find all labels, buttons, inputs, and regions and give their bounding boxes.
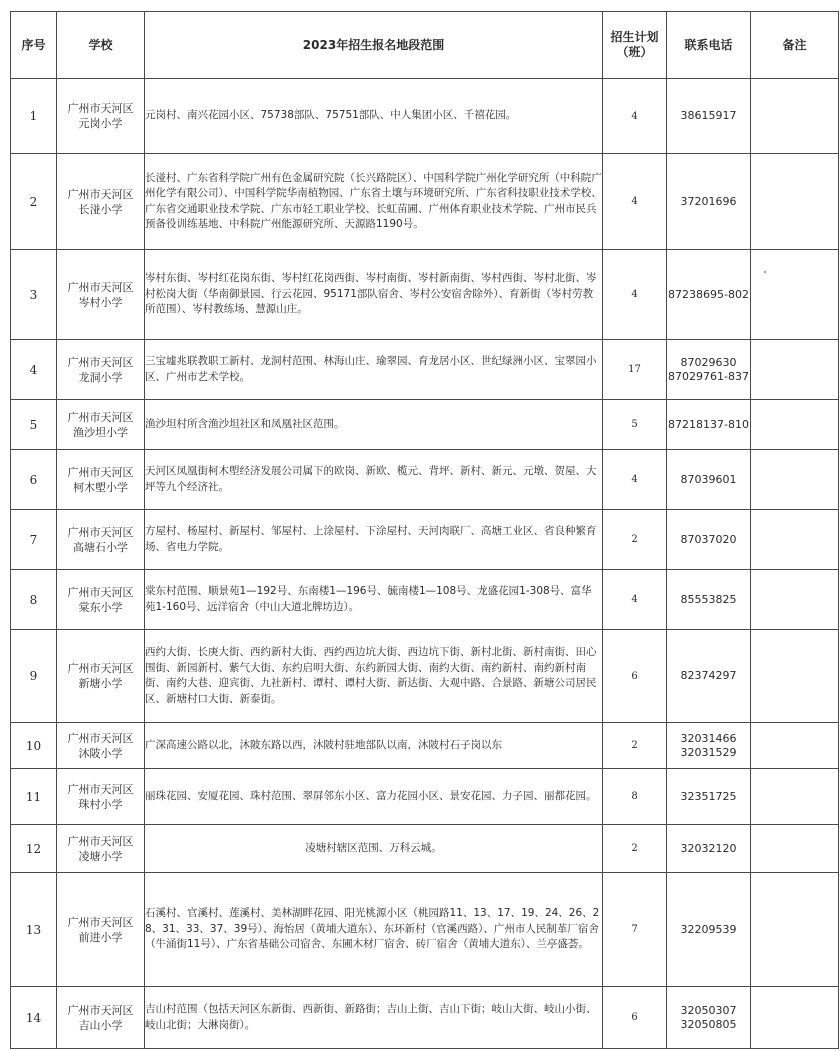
school-cell <box>57 400 145 450</box>
area-cell: 长湴村、广东省科学院广州有色金属研究院（长兴路院区）、中国科学院广州化学研究所（中科院广州化学有限公司）、中国科学院华南植物园、广东省土壤与环境研究所、广东省科技职业技术学校、广东省交通职业技术学院、广东市轻工职业学校、长虹苗圃、广州体育职业技术学院、广州市民兵预备役训练基地、中科院广州能源研究所、天源路1190号。 <box>145 154 603 250</box>
school-name: 吉山小学 <box>78 1018 123 1032</box>
row-number: 9 <box>11 630 57 723</box>
table-row <box>11 630 839 723</box>
enrollment-table <box>10 11 839 1049</box>
row-number: 7 <box>11 510 57 570</box>
school-cell <box>57 987 145 1049</box>
header-no: 序号 <box>11 12 57 79</box>
area-cell: 棠东村范围、顺景苑1—192号、东南楼1—196号、毓南楼1—108号、龙盛花园1-308号、富华苑1-160号、远洋宿舍（中山大道北牌坊边）。 <box>145 570 603 630</box>
school-cell <box>57 79 145 154</box>
school-name: 新塘小学 <box>78 677 123 690</box>
phone-number: 87238695-802 <box>668 287 749 301</box>
phone-cell <box>667 79 751 154</box>
table-row <box>11 987 839 1049</box>
school-cell <box>57 723 145 769</box>
table-row <box>11 723 839 769</box>
header-school: 学校 <box>57 12 145 79</box>
phone-cell <box>667 630 751 723</box>
phone-number: 38615917 <box>680 109 737 122</box>
phone-cell <box>667 340 751 400</box>
school-cell <box>57 769 145 825</box>
school-district: 广州市天河区 <box>67 187 134 201</box>
school-district: 广州市天河区 <box>67 1003 134 1017</box>
note-cell <box>751 400 839 450</box>
phone-number: 87037020 <box>680 532 737 546</box>
plan-cell: 5 <box>603 400 667 450</box>
note-cell <box>751 154 839 250</box>
note-cell <box>751 987 839 1049</box>
phone-number-secondary: 32050805 <box>680 1017 737 1031</box>
phone-number: 32351725 <box>680 789 737 803</box>
phone-number: 32032120 <box>680 841 737 855</box>
row-number: 4 <box>11 340 57 400</box>
school-cell <box>57 450 145 510</box>
plan-cell: 2 <box>603 510 667 570</box>
table-row <box>11 154 839 250</box>
row-number: 10 <box>11 723 57 769</box>
row-number: 5 <box>11 400 57 450</box>
note-cell <box>751 825 839 873</box>
header-note: 备注 <box>751 12 839 79</box>
school-district: 广州市天河区 <box>67 585 134 599</box>
row-number: 8 <box>11 570 57 630</box>
phone-cell <box>667 987 751 1049</box>
table-row <box>11 510 839 570</box>
phone-number-secondary: 32031529 <box>680 745 737 759</box>
header-plan-line2: （班） <box>616 45 653 59</box>
school-name: 柯木塱小学 <box>73 480 128 494</box>
table-row <box>11 825 839 873</box>
table-row <box>11 570 839 630</box>
school-name: 渔沙坦小学 <box>73 425 128 439</box>
row-number: 12 <box>11 825 57 873</box>
phone-cell <box>667 400 751 450</box>
row-number: 6 <box>11 450 57 510</box>
school-cell <box>57 250 145 340</box>
area-cell: 丽珠花园、安厦花园、珠村范围、翠屏邻东小区、富力花园小区、景安花园、力子园、丽都花园。 <box>145 769 603 825</box>
note-cell <box>751 510 839 570</box>
phone-cell <box>667 510 751 570</box>
phone-cell <box>667 450 751 510</box>
phone-number: 32050307 <box>680 1003 737 1017</box>
school-name: 凌塘小学 <box>78 849 123 863</box>
school-district: 广州市天河区 <box>67 662 134 675</box>
header-area: 2023年招生报名地段范围 <box>145 12 603 79</box>
school-cell <box>57 825 145 873</box>
phone-number: 32209539 <box>680 922 737 936</box>
phone-number: 87039601 <box>680 472 737 486</box>
row-number: 13 <box>11 873 57 987</box>
row-number: 2 <box>11 154 57 250</box>
area-cell: 广深高速公路以北，沐陂东路以西，沐陂村驻地部队以南，沐陂村石子岗以东 <box>145 723 603 769</box>
school-district: 广州市天河区 <box>67 525 134 539</box>
plan-cell: 17 <box>603 340 667 400</box>
school-district: 广州市天河区 <box>67 465 134 479</box>
plan-cell: 4 <box>603 154 667 250</box>
school-cell <box>57 630 145 723</box>
row-number: 1 <box>11 79 57 154</box>
school-district: 广州市天河区 <box>67 834 134 848</box>
table-row <box>11 450 839 510</box>
area-cell: 西约大街、长庚大街、西约新村大街、西约西边坑大街、西边坑下街、新村北街、新村南街、田心围街、新园新村、紫气大街、东约启明大街、东约新园大街、南约大街、南约新村、南约新村南街、南约大巷、迎宾街、九社新村、谭村、谭村大街、新达街、大观中路、合景路、新塘公司居民区、新塘村口大街、新泰街。 <box>145 630 603 723</box>
school-district: 广州市天河区 <box>67 102 134 115</box>
plan-cell: 7 <box>603 873 667 987</box>
phone-number: 37201696 <box>680 194 737 208</box>
school-district: 广州市天河区 <box>67 731 134 745</box>
plan-cell: 6 <box>603 630 667 723</box>
school-cell <box>57 340 145 400</box>
note-cell <box>751 250 839 340</box>
school-district: 广州市天河区 <box>67 915 134 929</box>
header-plan <box>603 12 667 79</box>
school-name: 前进小学 <box>78 930 123 944</box>
table-row <box>11 400 839 450</box>
school-name: 棠东小学 <box>78 600 123 614</box>
area-cell: 凌塘村辖区范围、万科云城。 <box>145 825 603 873</box>
school-district: 广州市天河区 <box>67 280 134 294</box>
note-cell <box>751 340 839 400</box>
note-cell <box>751 723 839 769</box>
school-cell <box>57 873 145 987</box>
table-row <box>11 79 839 154</box>
school-cell <box>57 510 145 570</box>
phone-number: 87218137-810 <box>668 417 749 431</box>
row-number: 3 <box>11 250 57 340</box>
area-cell: 天河区凤凰街柯木塱经济发展公司属下的欧岗、新欧、榄元、背坪、新村、新元、元墩、贺屋、大坪等九个经济社。 <box>145 450 603 510</box>
note-cell <box>751 79 839 154</box>
area-cell: 渔沙坦村所含渔沙坦社区和凤凰社区范围。 <box>145 400 603 450</box>
table-row <box>11 769 839 825</box>
school-cell <box>57 154 145 250</box>
row-number: 11 <box>11 769 57 825</box>
phone-cell <box>667 769 751 825</box>
scan-speck <box>764 271 766 273</box>
plan-cell: 4 <box>603 570 667 630</box>
school-name: 龙洞小学 <box>78 370 123 384</box>
school-name: 元岗小学 <box>78 117 123 130</box>
plan-cell: 4 <box>603 79 667 154</box>
area-cell: 元岗村、南兴花园小区、75738部队、75751部队、中人集团小区、千禧花园。 <box>145 79 603 154</box>
phone-number: 82374297 <box>680 669 737 682</box>
school-name: 高塘石小学 <box>73 540 128 554</box>
school-cell <box>57 570 145 630</box>
phone-cell <box>667 250 751 340</box>
area-cell: 岑村东街、岑村红花岗东街、岑村红花岗西街、岑村南街、岑村新南街、岑村西街、岑村北街、岑村松岗大街（华南御景园、行云花园、95171部队宿舍、岑村公安宿舍除外）、育新街（岑村劳教所范围）、岑村教练场、慧源山庄。 <box>145 250 603 340</box>
phone-cell <box>667 570 751 630</box>
school-name: 岑村小学 <box>78 295 123 309</box>
phone-number-secondary: 87029761-837 <box>668 369 749 383</box>
phone-number: 85553825 <box>680 592 737 606</box>
area-cell: 三宝墟兆联教职工新村、龙洞村范围、林海山庄、瑜翠园、育龙居小区、世纪绿洲小区、宝翠园小区、广州市艺术学校。 <box>145 340 603 400</box>
plan-cell: 2 <box>603 723 667 769</box>
header-row <box>11 12 839 79</box>
plan-cell: 4 <box>603 450 667 510</box>
phone-number: 87029630 <box>680 355 737 369</box>
area-cell: 吉山村范围（包括天河区东新街、西新街、新路街；吉山上街、吉山下街；岐山大街、岐山小街、岐山北街；大淋岗街）。 <box>145 987 603 1049</box>
header-phone: 联系电话 <box>667 12 751 79</box>
phone-cell <box>667 154 751 250</box>
area-cell: 石溪村、官溪村、莲溪村、美林湖畔花园、阳光桃源小区（桃园路11、13、17、19、24、26、28、31、33、37、39号）、海怡居（黄埔大道东）、东环新村（官溪西路）、广州市人民制革厂宿舍（牛涌街11号）、广东省基础公司宿舍、东圃木材厂宿舍、砖厂宿舍（黄埔大道东）、兰亭盛荟。 <box>145 873 603 987</box>
row-number: 14 <box>11 987 57 1049</box>
table-row <box>11 250 839 340</box>
header-plan-line1: 招生计划 <box>610 30 659 44</box>
note-cell <box>751 630 839 723</box>
phone-cell <box>667 825 751 873</box>
note-cell <box>751 769 839 825</box>
note-cell <box>751 873 839 987</box>
school-district: 广州市天河区 <box>67 782 134 796</box>
plan-cell: 8 <box>603 769 667 825</box>
note-cell <box>751 450 839 510</box>
table-row <box>11 873 839 987</box>
plan-cell: 6 <box>603 987 667 1049</box>
school-name: 珠村小学 <box>78 797 123 811</box>
area-cell: 方屋村、杨屋村、新屋村、邹屋村、上涂屋村、下涂屋村、天河肉联厂、高塘工业区、省良种繁育场、省电力学院。 <box>145 510 603 570</box>
note-cell <box>751 570 839 630</box>
school-name: 沐陂小学 <box>78 746 123 760</box>
school-district: 广州市天河区 <box>67 410 134 424</box>
phone-number: 32031466 <box>680 731 737 745</box>
table-row <box>11 340 839 400</box>
phone-cell <box>667 873 751 987</box>
school-name: 长湴小学 <box>78 202 123 216</box>
plan-cell: 2 <box>603 825 667 873</box>
school-district: 广州市天河区 <box>67 355 134 369</box>
phone-cell <box>667 723 751 769</box>
plan-cell: 4 <box>603 250 667 340</box>
